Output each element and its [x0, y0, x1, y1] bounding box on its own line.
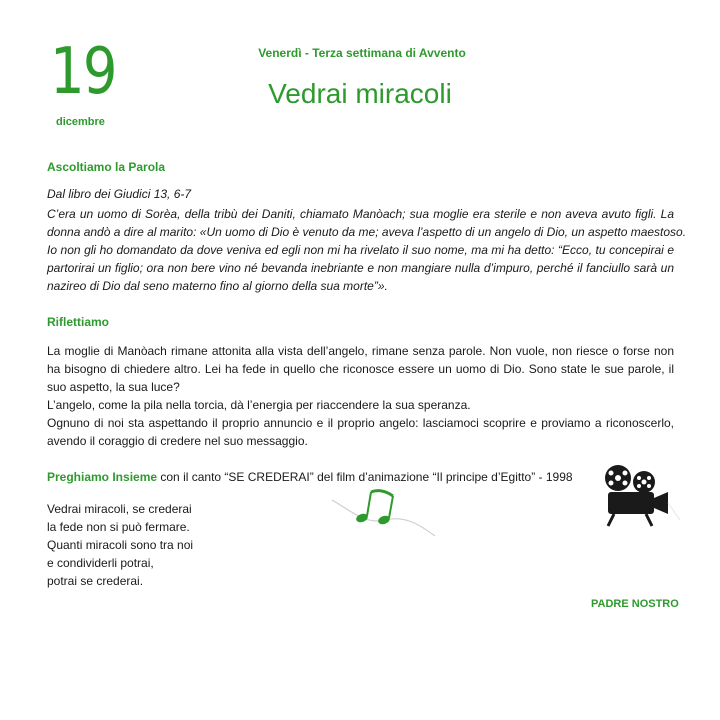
prayer-text: con il canto “SE CREDERAI” del film d’animazione “Il principe d’Egitto” - 1998: [157, 470, 573, 484]
lyric-line: Vedrai miracoli, se crederai: [47, 502, 192, 516]
reflection-line: La moglie di Manòach rimane attonita alla vista dell’angelo, rimane senza parole. Non vuole, non riesce o forse non: [47, 344, 674, 358]
reflect-heading: Riflettiamo: [47, 315, 110, 329]
reading-reference: Dal libro dei Giudici 13, 6-7: [47, 187, 192, 201]
reading-line: donna andò a dire al marito: «Un uomo di Dio è venuto da me; aveva l’aspetto di un angelo di Dio, un aspetto maestoso.: [47, 225, 687, 239]
page-subtitle: Venerdì - Terza settimana di Avvento: [258, 46, 466, 60]
reading-line: partorirai un figlio; ora non bere vino né bevanda inebriante e non mangiare nulla d’impuro, perché il fanciullo sarà un: [47, 261, 674, 275]
reflection-text: [47, 342, 674, 450]
song-lyrics: [47, 500, 193, 590]
lyric-line: la fede non si può fermare.: [47, 520, 190, 534]
listen-heading: Ascoltiamo la Parola: [47, 160, 166, 174]
month-label: dicembre: [56, 116, 105, 128]
reflection-line: suo aspetto, la sua luce?: [47, 380, 180, 394]
lyric-line: potrai se crederai.: [47, 574, 144, 588]
reflection-line: L’angelo, come la pila nella torcia, dà l’energia per riaccendere la sua speranza.: [47, 398, 471, 412]
reflection-line: avendo il coraggio di credere nel suo messaggio.: [47, 434, 308, 448]
music-notes-icon: [330, 470, 440, 545]
reflection-line: Ognuno di noi sta aspettando il proprio annuncio e il proprio angelo: lasciamoci scoprire e proviamo a riconoscerlo,: [47, 416, 674, 430]
closing-prayer: PADRE NOSTRO: [591, 598, 679, 610]
day-number: 19: [50, 35, 116, 109]
prayer-heading: Preghiamo Insieme: [47, 470, 158, 484]
lyric-line: Quanti miracoli sono tra noi: [47, 538, 194, 552]
reflection-line: ha bisogno di chiedere altro. Lei ha fede in quello che riconosce essere un uomo di Dio. Sono state le sue parole, il: [47, 362, 674, 376]
reading-text: [47, 205, 687, 295]
lyric-line: e condividerli potrai,: [47, 556, 154, 570]
reading-line: nazireo di Dio dal seno materno fino al giorno della sua morte”».: [47, 279, 388, 293]
reading-line: Io non gli ho domandato da dove veniva ed egli non mi ha rivelato il suo nome, ma mi ha detto: “Ecco, tu concepirai e: [47, 243, 674, 257]
page-title: Vedrai miracoli: [268, 78, 452, 109]
prayer-line: [47, 468, 573, 486]
reading-line: C’era un uomo di Sorèa, della tribù dei Daniti, chiamato Manòach; sua moglie era sterile e non aveva avuto figli. La: [47, 207, 674, 221]
film-projector-icon: [596, 462, 680, 533]
